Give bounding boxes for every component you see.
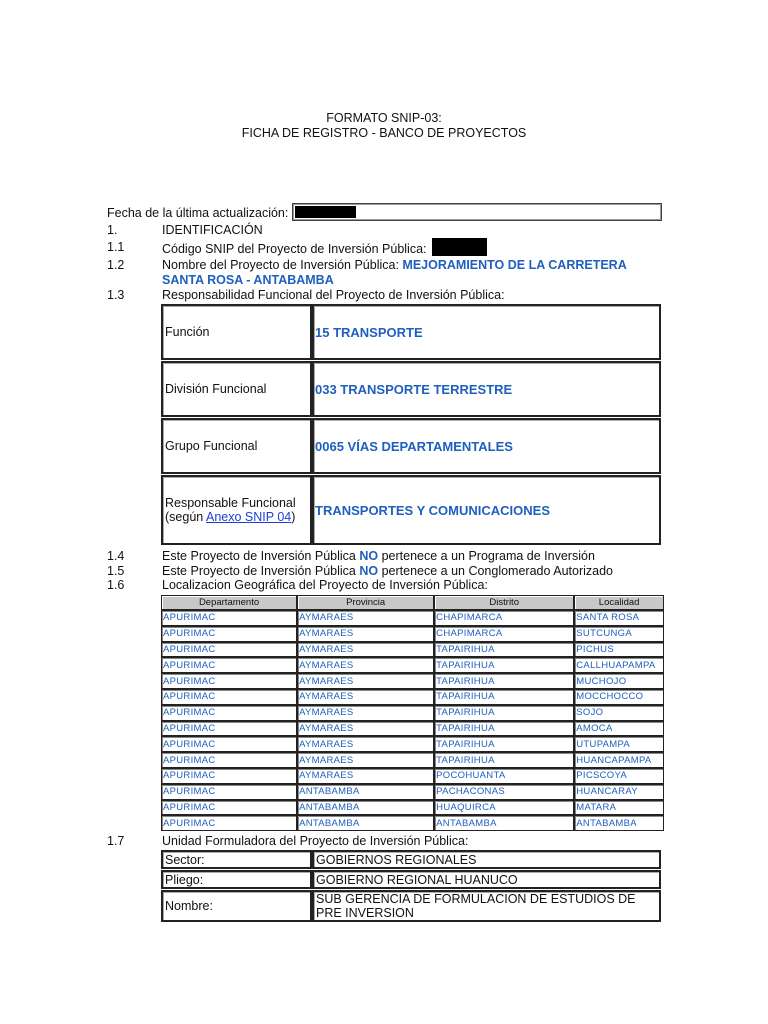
conglomerado-post: pertenece a un Conglomerado Autorizado [381,564,613,578]
fecha-label: Fecha de la última actualización: [107,206,289,220]
cell-localidad: CALLHUAPAMPA [574,657,664,673]
cell-distrito: ANTABAMBA [434,815,574,831]
cell-localidad: UTUPAMPA [574,736,664,752]
cell-distrito: TAPAIRIHUA [434,657,574,673]
cell-localidad: AMOCA [574,721,664,737]
cell-departamento: APURIMAC [161,642,297,658]
programa-post: pertenece a un Programa de Inversión [381,549,595,563]
cell-localidad: HUANCAPAMPA [574,752,664,768]
anexo-snip-04-link[interactable]: Anexo SNIP 04 [206,510,292,524]
cell-provincia: AYMARAES [297,642,434,658]
cell-provincia: AYMARAES [297,689,434,705]
nombre-proyecto-value-1: MEJORAMIENTO DE LA CARRETERA [402,258,627,272]
table-row [161,721,664,737]
cell-departamento: APURIMAC [161,705,297,721]
cell-departamento: APURIMAC [161,689,297,705]
cell-localidad: MATARA [574,800,664,816]
unidad-formuladora-label: Unidad Formuladora del Proyecto de Inversión Pública: [162,834,469,848]
localizacion-label: Localizacion Geográfica del Proyecto de Inversión Pública: [162,578,488,592]
form-code: FORMATO SNIP-03: [326,111,442,125]
pliego-value: GOBIERNO REGIONAL HUANUCO [312,870,661,889]
localizacion-table [161,595,664,831]
grupo-value: 0065 VÍAS DEPARTAMENTALES [312,418,661,474]
table-row [161,705,664,721]
cell-departamento: APURIMAC [161,800,297,816]
redacted-date [295,206,356,218]
cell-provincia: AYMARAES [297,768,434,784]
cell-provincia: AYMARAES [297,673,434,689]
table-row [161,610,664,626]
cell-distrito: CHAPIMARCA [434,610,574,626]
cell-distrito: PACHACONAS [434,784,574,800]
s1-2-num: 1.2 [107,258,125,272]
table-row [161,626,664,642]
cell-provincia: ANTABAMBA [297,784,434,800]
s1-num: 1. [107,223,118,237]
responsable-label [161,475,312,545]
responsable-row [161,475,661,545]
nombre-proyecto-value-2: SANTA ROSA - ANTABAMBA [162,273,334,287]
pliego-label: Pliego: [161,870,312,889]
cell-distrito: TAPAIRIHUA [434,689,574,705]
cell-localidad: PICHUS [574,642,664,658]
s1-label: IDENTIFICACIÓN [162,223,263,237]
cell-departamento: APURIMAC [161,768,297,784]
cell-departamento: APURIMAC [161,721,297,737]
table-row [161,815,664,831]
cell-localidad: MOCCHOCCO [574,689,664,705]
nombre-uf-row [161,890,661,922]
programa-flag: NO [359,549,379,563]
cell-provincia: AYMARAES [297,626,434,642]
redacted-snip-code [432,238,487,256]
conglomerado-pre: Este Proyecto de Inversión Pública [162,564,356,578]
cell-distrito: TAPAIRIHUA [434,673,574,689]
cell-provincia: ANTABAMBA [297,800,434,816]
nombre-proyecto-label-text: Nombre del Proyecto de Inversión Pública: [162,258,399,272]
codigo-snip-label: Código SNIP del Proyecto de Inversión Pública: [162,242,427,256]
responsabilidad-label: Responsabilidad Funcional del Proyecto de Inversión Pública: [162,288,505,302]
col-departamento: Departamento [161,595,297,610]
cell-localidad: SUTCUNGA [574,626,664,642]
cell-provincia: AYMARAES [297,736,434,752]
cell-distrito: POCOHUANTA [434,768,574,784]
sector-value: GOBIERNOS REGIONALES [312,850,661,869]
cell-distrito: TAPAIRIHUA [434,705,574,721]
fecha-field [292,203,662,221]
conglomerado-line [162,564,613,578]
cell-provincia: AYMARAES [297,705,434,721]
funcion-label: Función [161,304,312,360]
sector-label: Sector: [161,850,312,869]
grupo-row [161,418,661,474]
cell-distrito: TAPAIRIHUA [434,752,574,768]
table-row [161,673,664,689]
cell-provincia: AYMARAES [297,752,434,768]
s1-3-num: 1.3 [107,288,125,302]
responsable-value: TRANSPORTES Y COMUNICACIONES [312,475,661,545]
table-row [161,800,664,816]
cell-localidad: ANTABAMBA [574,815,664,831]
cell-departamento: APURIMAC [161,736,297,752]
s1-4-num: 1.4 [107,549,125,563]
cell-departamento: APURIMAC [161,784,297,800]
cell-provincia: AYMARAES [297,657,434,673]
grupo-label: Grupo Funcional [161,418,312,474]
funcion-row [161,304,661,360]
cell-distrito: TAPAIRIHUA [434,721,574,737]
cell-distrito: HUAQUIRCA [434,800,574,816]
cell-departamento: APURIMAC [161,752,297,768]
cell-localidad: PICSCOYA [574,768,664,784]
cell-provincia: ANTABAMBA [297,815,434,831]
cell-provincia: AYMARAES [297,721,434,737]
cell-distrito: TAPAIRIHUA [434,736,574,752]
nombre-uf-value-line1: SUB GERENCIA DE FORMULACION DE ESTUDIOS DE [316,892,636,906]
division-value: 033 TRANSPORTE TERRESTRE [312,361,661,417]
responsable-label-line2 [165,510,295,524]
nombre-uf-value-line2: PRE INVERSION [316,906,414,920]
cell-distrito: CHAPIMARCA [434,626,574,642]
cell-departamento: APURIMAC [161,815,297,831]
conglomerado-flag: NO [359,564,379,578]
cell-departamento: APURIMAC [161,626,297,642]
nombre-proyecto-label [162,258,627,272]
cell-provincia: AYMARAES [297,610,434,626]
table-row [161,689,664,705]
col-distrito: Distrito [434,595,574,610]
nombre-uf-value [312,890,661,922]
cell-departamento: APURIMAC [161,673,297,689]
table-row [161,752,664,768]
division-label: División Funcional [161,361,312,417]
cell-distrito: TAPAIRIHUA [434,642,574,658]
cell-localidad: SOJO [574,705,664,721]
s1-6-num: 1.6 [107,578,125,592]
responsable-label-post: ) [291,510,296,524]
form-title: FICHA DE REGISTRO - BANCO DE PROYECTOS [241,126,527,140]
cell-localidad: HUANCARAY [574,784,664,800]
cell-localidad: MUCHOJO [574,673,664,689]
col-provincia: Provincia [297,595,434,610]
s1-7-num: 1.7 [107,834,125,848]
division-row [161,361,661,417]
table-row [161,642,664,658]
col-localidad: Localidad [574,595,664,610]
s1-5-num: 1.5 [107,564,125,578]
table-row [161,784,664,800]
table-row [161,768,664,784]
programa-pre: Este Proyecto de Inversión Pública [162,549,356,563]
table-row [161,736,664,752]
funcion-value: 15 TRANSPORTE [312,304,661,360]
cell-departamento: APURIMAC [161,657,297,673]
s1-1-num: 1.1 [107,240,125,254]
nombre-uf-label: Nombre: [161,890,312,922]
programa-inversion-line [162,549,595,563]
responsable-label-pre: (según [165,510,207,524]
table-header-row [161,595,664,610]
sector-row [161,850,661,869]
pliego-row [161,870,661,889]
cell-departamento: APURIMAC [161,610,297,626]
cell-localidad: SANTA ROSA [574,610,664,626]
responsable-label-line1: Responsable Funcional [165,496,296,510]
table-row [161,657,664,673]
